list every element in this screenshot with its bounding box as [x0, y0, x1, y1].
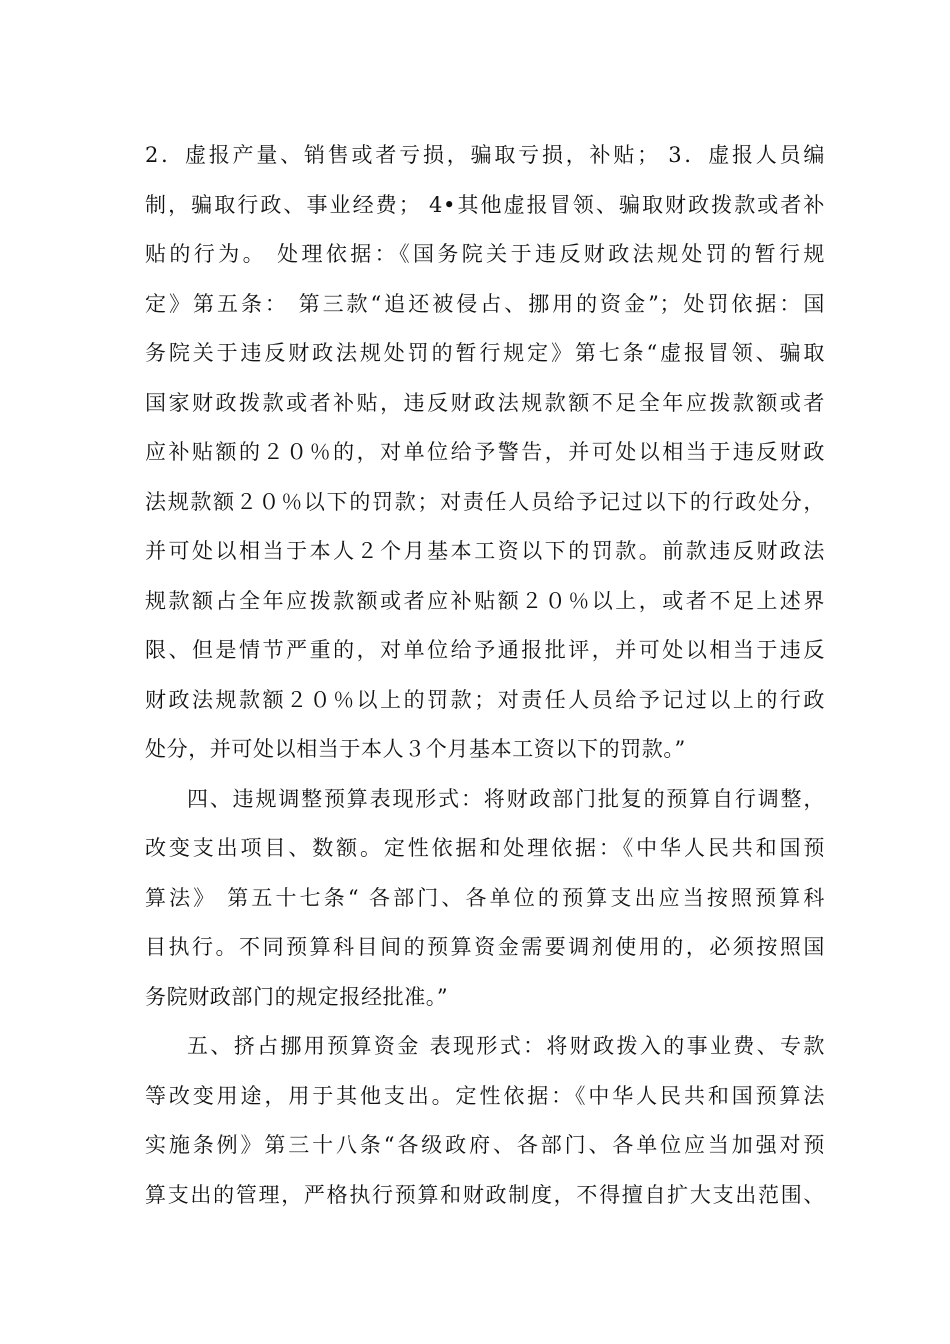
- text-line: 应补贴额的２０％的，对单位给予警告，并可处以相当于违反财政: [145, 440, 825, 464]
- text-line: 务院关于违反财政法规处罚的暂行规定》第七条“虚报冒领、骗取: [145, 341, 825, 365]
- text-line: 2．虚报产量、销售或者亏损，骗取亏损，补贴； 3．虚报人员编: [145, 143, 825, 167]
- text-line: 制，骗取行政、事业经费； 4•其他虚报冒领、骗取财政拨款或者补: [145, 192, 825, 217]
- text-line: 定》第五条： 第三款“追还被侵占、挪用的资金”；处罚依据：国: [145, 291, 825, 316]
- text-line: 算法》 第五十七条“ 各部门、各单位的预算支出应当按照预算科: [145, 885, 825, 910]
- text-line: 四、违规调整预算表现形式：将财政部门批复的预算自行调整，: [187, 786, 825, 811]
- body-text: [145, 131, 825, 1220]
- text-line: 贴的行为。 处理依据：《国务院关于违反财政法规处罚的暂行规: [145, 242, 825, 266]
- text-line: 改变支出项目、数额。定性依据和处理依据：《中华人民共和国预: [145, 836, 825, 860]
- text-line: 法规款额２０％以下的罚款；对责任人员给予记过以下的行政处分，: [145, 489, 825, 514]
- text-line: 并可处以相当于本人２个月基本工资以下的罚款。前款违反财政法: [145, 539, 825, 563]
- text-line: 财政法规款额２０％以上的罚款；对责任人员给予记过以上的行政: [145, 687, 825, 712]
- text-line: 规款额占全年应拨款额或者应补贴额２０％以上，或者不足上述界: [145, 588, 825, 613]
- text-line: 处分，并可处以相当于本人３个月基本工资以下的罚款。”: [145, 737, 686, 761]
- text-line: 国家财政拨款或者补贴，违反财政法规款额不足全年应拨款额或者: [145, 390, 825, 415]
- text-line: 算支出的管理，严格执行预算和财政制度，不得擅自扩大支出范围、: [145, 1182, 825, 1207]
- text-line: 等改变用途，用于其他支出。定性依据：《中华人民共和国预算法: [145, 1083, 825, 1108]
- text-line: 目执行。不同预算科目间的预算资金需要调剂使用的，必须按照国: [145, 935, 825, 959]
- text-line: 限、但是情节严重的，对单位给予通报批评，并可处以相当于违反: [145, 638, 825, 662]
- text-line: 五、挤占挪用预算资金 表现形式：将财政拨入的事业费、专款: [187, 1034, 825, 1058]
- text-line: 实施条例》第三十八条“各级政府、各部门、各单位应当加强对预: [145, 1133, 825, 1157]
- text-line: 务院财政部门的规定报经批准。”: [145, 984, 449, 1009]
